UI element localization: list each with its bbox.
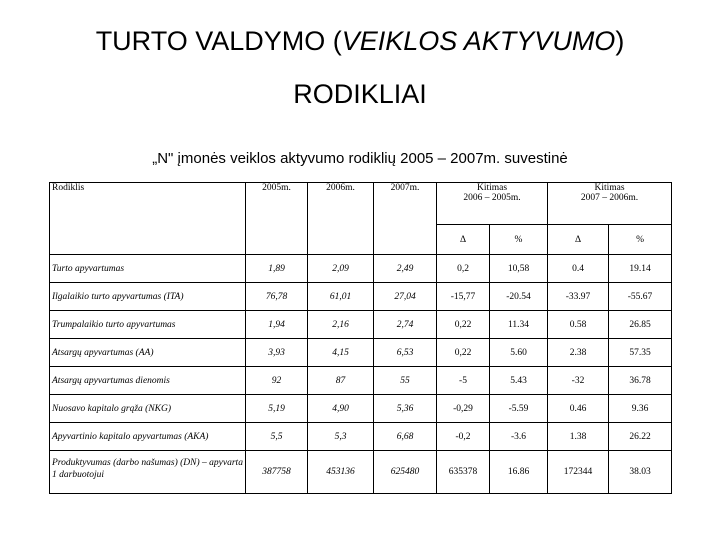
cell-delta-2: 2.38 bbox=[548, 339, 609, 367]
cell-pct-2: 38.03 bbox=[609, 451, 672, 494]
cell-pct-1: 11.34 bbox=[490, 311, 548, 339]
table-row bbox=[50, 423, 672, 451]
header-change-2007-2006 bbox=[548, 183, 672, 225]
cell-2006: 61,01 bbox=[308, 283, 374, 311]
header-pct-1: % bbox=[490, 225, 548, 255]
cell-delta-2: 172344 bbox=[548, 451, 609, 494]
table-row bbox=[50, 395, 672, 423]
row-label: Atsargų apyvartumas dienomis bbox=[50, 367, 246, 395]
cell-pct-1: 10,58 bbox=[490, 255, 548, 283]
cell-pct-2: 19.14 bbox=[609, 255, 672, 283]
header-rodiklis: Rodiklis bbox=[50, 183, 246, 255]
header-change1-line2: 2006 – 2005m. bbox=[463, 193, 521, 203]
table-row bbox=[50, 255, 672, 283]
cell-2007: 6,53 bbox=[374, 339, 437, 367]
cell-delta-1: -5 bbox=[437, 367, 490, 395]
row-label: Atsargų apyvartumas (AA) bbox=[50, 339, 246, 367]
table-row bbox=[50, 367, 672, 395]
cell-pct-2: 57.35 bbox=[609, 339, 672, 367]
cell-2006: 87 bbox=[308, 367, 374, 395]
cell-pct-2: 26.22 bbox=[609, 423, 672, 451]
cell-pct-1: -5.59 bbox=[490, 395, 548, 423]
cell-delta-1: -0,29 bbox=[437, 395, 490, 423]
page-title-line2: RODIKLIAI bbox=[293, 79, 427, 109]
table-row bbox=[50, 283, 672, 311]
title-text: TURTO VALDYMO ( bbox=[95, 26, 342, 56]
header-2007: 2007m. bbox=[374, 183, 437, 255]
header-change2-line1: Kitimas bbox=[594, 183, 625, 193]
cell-2007: 6,68 bbox=[374, 423, 437, 451]
cell-2006: 4,15 bbox=[308, 339, 374, 367]
row-label: Ilgalaikio turto apyvartumas (ITA) bbox=[50, 283, 246, 311]
cell-2005: 5,19 bbox=[246, 395, 308, 423]
title-italic-text: VEIKLOS AKTYVUMO bbox=[341, 26, 616, 56]
cell-pct-1: -20.54 bbox=[490, 283, 548, 311]
table-caption: „N" įmonės veiklos aktyvumo rodiklių 2005 – 2007m. suvestinė bbox=[152, 150, 568, 167]
cell-delta-2: 0.4 bbox=[548, 255, 609, 283]
cell-2006: 2,09 bbox=[308, 255, 374, 283]
cell-delta-1: -15,77 bbox=[437, 283, 490, 311]
header-change-2006-2005 bbox=[437, 183, 548, 225]
row-label: Nuosavo kapitalo grąža (NKG) bbox=[50, 395, 246, 423]
table-row bbox=[50, 339, 672, 367]
cell-delta-2: 1.38 bbox=[548, 423, 609, 451]
cell-delta-2: 0.46 bbox=[548, 395, 609, 423]
cell-2007: 2,74 bbox=[374, 311, 437, 339]
cell-2005: 1,94 bbox=[246, 311, 308, 339]
cell-2006: 2,16 bbox=[308, 311, 374, 339]
header-2005: 2005m. bbox=[246, 183, 308, 255]
cell-delta-1: 0,2 bbox=[437, 255, 490, 283]
cell-pct-1: 5.60 bbox=[490, 339, 548, 367]
cell-2006: 5,3 bbox=[308, 423, 374, 451]
header-change1-line1: Kitimas bbox=[476, 183, 508, 193]
cell-2005: 387758 bbox=[246, 451, 308, 494]
title-end-text: ) bbox=[615, 26, 625, 56]
cell-delta-2: 0.58 bbox=[548, 311, 609, 339]
cell-pct-1: -3.6 bbox=[490, 423, 548, 451]
cell-2007: 625480 bbox=[374, 451, 437, 494]
cell-2006: 4,90 bbox=[308, 395, 374, 423]
header-pct-2: % bbox=[609, 225, 672, 255]
cell-2007: 5,36 bbox=[374, 395, 437, 423]
cell-2005: 1,89 bbox=[246, 255, 308, 283]
cell-delta-2: -32 bbox=[548, 367, 609, 395]
cell-delta-1: 0,22 bbox=[437, 311, 490, 339]
cell-2005: 76,78 bbox=[246, 283, 308, 311]
header-2006: 2006m. bbox=[308, 183, 374, 255]
header-delta-1: Δ bbox=[437, 225, 490, 255]
indicators-table bbox=[49, 182, 672, 494]
cell-2006: 453136 bbox=[308, 451, 374, 494]
cell-pct-2: 9.36 bbox=[609, 395, 672, 423]
cell-2005: 5,5 bbox=[246, 423, 308, 451]
row-label: Apyvartinio kapitalo apyvartumas (AKA) bbox=[50, 423, 246, 451]
cell-delta-1: 635378 bbox=[437, 451, 490, 494]
cell-pct-1: 5.43 bbox=[490, 367, 548, 395]
cell-delta-2: -33.97 bbox=[548, 283, 609, 311]
cell-delta-1: -0,2 bbox=[437, 423, 490, 451]
page-title bbox=[0, 25, 720, 57]
cell-2005: 92 bbox=[246, 367, 308, 395]
row-label: Turto apyvartumas bbox=[50, 255, 246, 283]
cell-2005: 3,93 bbox=[246, 339, 308, 367]
cell-pct-2: 36.78 bbox=[609, 367, 672, 395]
cell-delta-1: 0,22 bbox=[437, 339, 490, 367]
header-change2-line2: 2007 – 2006m. bbox=[580, 193, 639, 203]
table-row bbox=[50, 451, 672, 494]
cell-pct-2: 26.85 bbox=[609, 311, 672, 339]
cell-2007: 55 bbox=[374, 367, 437, 395]
cell-2007: 2,49 bbox=[374, 255, 437, 283]
cell-pct-1: 16.86 bbox=[490, 451, 548, 494]
row-label: Trumpalaikio turto apyvartumas bbox=[50, 311, 246, 339]
cell-2007: 27,04 bbox=[374, 283, 437, 311]
header-delta-2: Δ bbox=[548, 225, 609, 255]
cell-pct-2: -55.67 bbox=[609, 283, 672, 311]
table-row bbox=[50, 311, 672, 339]
row-label: Produktyvumas (darbo našumas) (DN) – apyvarta 1 darbuotojui bbox=[50, 451, 246, 494]
